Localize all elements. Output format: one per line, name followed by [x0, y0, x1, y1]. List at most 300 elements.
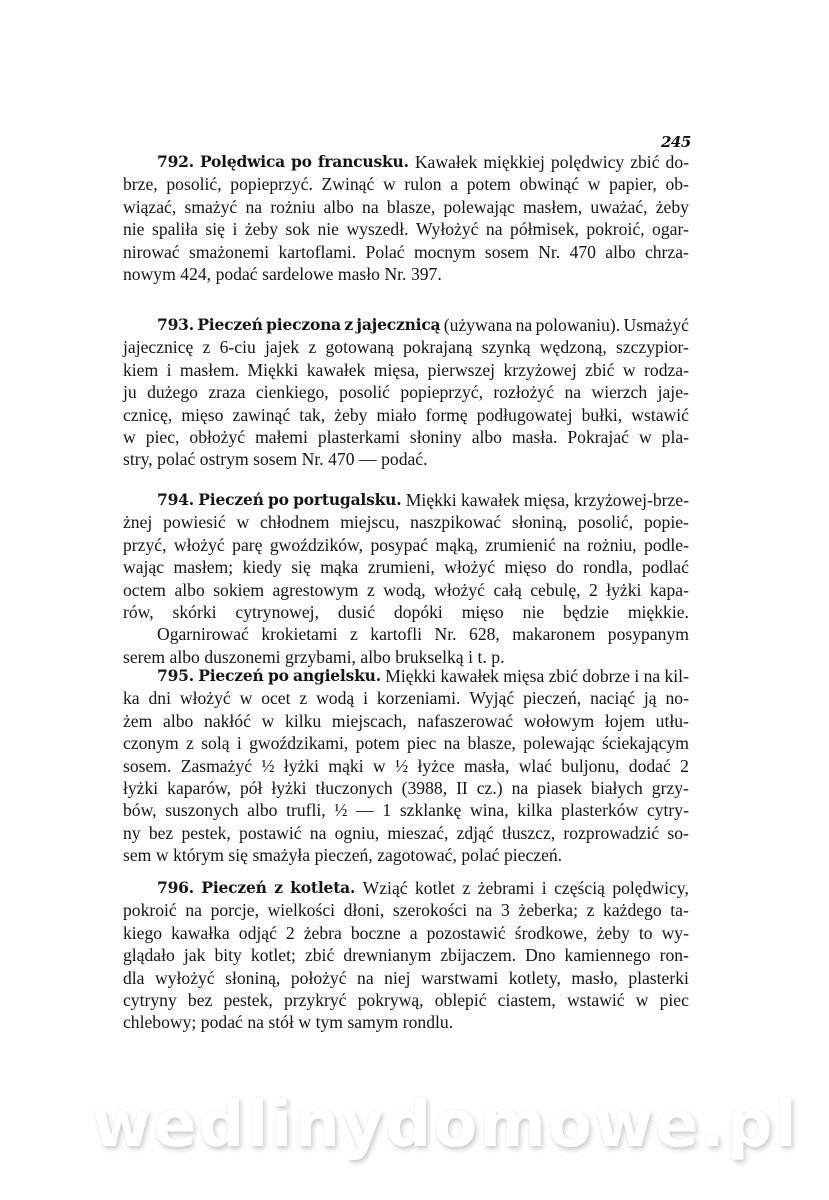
word: plasterków — [561, 800, 639, 821]
word: pieczeń, — [523, 688, 582, 709]
word: pozostawić — [426, 922, 506, 943]
word: na — [185, 900, 202, 921]
word: grzy- — [651, 777, 689, 798]
word: a — [450, 174, 459, 195]
word: łyżce — [417, 755, 455, 776]
word: bez — [187, 989, 213, 1010]
word: Nr. — [384, 263, 407, 284]
word: buljonu, — [561, 755, 620, 776]
word: 2 — [588, 579, 598, 600]
word: Ogarnirować — [157, 624, 249, 645]
recipe-text-line — [123, 989, 689, 1011]
word: bez — [148, 822, 174, 843]
word: spaliła — [151, 219, 198, 240]
word: kawałek — [440, 666, 499, 686]
recipe-text-line — [123, 336, 689, 358]
word: 2 — [680, 755, 689, 776]
word: Wziąć — [362, 878, 408, 898]
word: pokrajaną — [403, 337, 473, 358]
word: z — [350, 624, 358, 645]
word: nakłóć — [204, 710, 251, 731]
word: miękkie. — [627, 601, 689, 622]
word: żebrami — [477, 878, 535, 898]
recipe-title-word: portugalsku. — [293, 490, 402, 509]
word: kotlet — [414, 878, 456, 898]
word: zdjąć — [456, 822, 494, 843]
word: wyszedł. — [346, 219, 409, 240]
word: chlebowy; — [123, 1012, 197, 1033]
word: wstawić — [566, 989, 625, 1010]
word: słoniny — [409, 426, 462, 447]
word: ogar- — [652, 219, 689, 240]
recipe-793 — [123, 314, 689, 471]
word: się — [205, 219, 225, 240]
word: ją — [643, 688, 657, 709]
word: kotlet; — [250, 945, 296, 966]
recipe-title-word: 792. — [157, 152, 194, 171]
word: sosem — [253, 449, 298, 470]
word: 628, — [469, 624, 500, 645]
word: na — [643, 666, 661, 686]
word: nie — [522, 601, 545, 622]
word: słoniną, — [225, 967, 281, 988]
word: pokrywą, — [357, 989, 424, 1010]
word: włożyć — [444, 557, 496, 578]
word: ½ — [334, 800, 348, 821]
word: Miękki — [405, 490, 457, 510]
word: posypanym — [607, 624, 689, 645]
recipe-heading-line — [123, 314, 689, 336]
word: w — [298, 1012, 312, 1033]
word: kawałek — [460, 490, 520, 510]
word: albo — [169, 646, 200, 667]
word: kilku — [285, 710, 322, 731]
word: posolić, — [577, 512, 634, 533]
word: mięso — [504, 557, 547, 578]
word: wołowym — [523, 710, 595, 731]
recipe-heading-line — [123, 151, 689, 173]
word: smażyć — [184, 196, 238, 217]
word: w — [236, 512, 250, 533]
recipe-heading-line — [123, 877, 689, 899]
word: rozprowadzić — [563, 822, 660, 843]
recipe-795 — [123, 665, 689, 867]
word: sardelowe — [262, 263, 334, 284]
recipe-text-line — [123, 899, 689, 921]
recipe-text-line — [123, 822, 689, 844]
word: sosem — [484, 241, 529, 262]
word: i — [541, 878, 547, 898]
word: agrestowym — [272, 579, 359, 600]
word: dużego — [147, 382, 198, 403]
word: zrumieni, — [367, 557, 435, 578]
word: ron- — [659, 945, 689, 966]
word: serem — [123, 646, 166, 667]
word: ob- — [665, 174, 689, 195]
page-number: 245 — [661, 133, 691, 151]
recipe-text-line — [123, 359, 689, 381]
word: plasterkami — [317, 426, 400, 447]
word: kamiennego — [564, 945, 651, 966]
word: żem — [123, 710, 153, 731]
word: dla — [123, 967, 145, 988]
word: smażonemi — [189, 241, 270, 262]
word: polać — [157, 449, 196, 470]
word: włożyć — [179, 688, 231, 709]
word: podle- — [644, 534, 689, 555]
word: tłuczonych — [315, 777, 393, 798]
word: w — [239, 688, 253, 709]
word: duszonemi — [204, 646, 281, 667]
word: formę — [425, 404, 468, 425]
word: gwoździkami, — [249, 733, 349, 754]
word: zbijaczem. — [440, 945, 517, 966]
word: na — [475, 900, 493, 921]
word: dodać — [628, 755, 671, 776]
recipe-title-word: 795. — [157, 666, 194, 685]
word: ciastem, — [497, 989, 556, 1010]
word: jajecznicę — [123, 337, 194, 358]
word: powiesić — [163, 512, 226, 533]
word: gotowaną — [325, 337, 394, 358]
recipe-text-line — [123, 196, 689, 218]
word: położyć — [290, 967, 347, 988]
word: żnej — [123, 512, 153, 533]
word: pół — [239, 777, 263, 798]
recipe-text-line — [123, 404, 689, 426]
word: a — [409, 922, 418, 943]
word: półmisek, — [510, 219, 579, 240]
word: posypać — [370, 534, 429, 555]
word: jaje- — [657, 382, 689, 403]
word: mąka — [320, 557, 359, 578]
word: gwoździków, — [269, 534, 364, 555]
word: 6-ciu — [219, 337, 256, 358]
word: ta- — [670, 900, 689, 921]
word: pieczeń. — [503, 845, 563, 866]
word: żeby — [655, 196, 689, 217]
recipe-text-line — [123, 1011, 689, 1033]
recipe-794 — [123, 489, 689, 668]
word: — — [356, 800, 374, 821]
recipe-title-word: 793. — [157, 315, 194, 334]
word: szklankę — [399, 800, 462, 821]
word: z — [308, 337, 317, 358]
word: albo — [174, 579, 205, 600]
word: się — [291, 557, 311, 578]
word: kartoflami. — [278, 241, 357, 262]
word: kiem — [123, 359, 159, 380]
word: w — [638, 426, 652, 447]
word: miejscu, — [340, 512, 400, 533]
word: tak, — [299, 404, 326, 425]
word: łyżki — [283, 755, 320, 776]
word: zagotować, — [377, 845, 457, 866]
word: cebulę, — [530, 579, 581, 600]
word: kartofli — [370, 624, 423, 645]
word: ju — [123, 382, 137, 403]
recipe-title-word: Polędwica — [199, 152, 286, 171]
word: do- — [665, 152, 689, 172]
word: kaparów, — [167, 777, 231, 798]
recipe-title-word: po — [268, 490, 289, 509]
word: masła. — [511, 426, 558, 447]
word: rozłożyć — [493, 382, 554, 403]
word: całą — [493, 579, 522, 600]
word: blasze, — [386, 196, 436, 217]
word: Kawałek — [414, 152, 478, 172]
word: włożyć — [434, 579, 485, 600]
word: popie- — [643, 512, 689, 533]
word: w — [587, 174, 601, 195]
recipe-text-line — [123, 732, 689, 754]
word: podać — [215, 263, 258, 284]
word: Usmażyć — [623, 315, 689, 335]
word: krzyżowej — [503, 359, 577, 380]
recipe-text-line — [123, 799, 689, 821]
recipe-text-line — [123, 426, 689, 448]
recipe-text-line — [123, 173, 689, 195]
word: rożniu — [270, 196, 316, 217]
recipe-text-line — [123, 263, 689, 285]
word: posolić, — [166, 174, 222, 195]
word: Wyłożyć — [415, 219, 479, 240]
word: na — [515, 315, 533, 335]
word: 3 — [500, 900, 510, 921]
word: solą — [201, 733, 230, 754]
word: no- — [665, 688, 689, 709]
word: posolić — [339, 382, 390, 403]
word: 1 — [382, 800, 392, 821]
word: trufli, — [286, 800, 326, 821]
word: bułki, — [581, 404, 623, 425]
recipe-heading-line — [123, 665, 689, 687]
word: w — [123, 426, 136, 447]
word: stry, — [123, 449, 153, 470]
word: kil- — [664, 666, 689, 686]
word: papier, — [609, 174, 657, 195]
recipe-792 — [123, 151, 689, 285]
word: rożniu, — [587, 534, 637, 555]
word: mąką, — [435, 534, 479, 555]
word: porcje, — [210, 900, 259, 921]
word: nirować — [123, 241, 180, 262]
recipe-title-word: kotleta. — [290, 878, 356, 897]
recipe-text-line — [123, 967, 689, 989]
word: (używana — [443, 315, 513, 335]
word: zrumienić — [485, 534, 556, 555]
word: piec — [659, 989, 689, 1010]
word: na — [443, 733, 461, 754]
recipe-text-line — [123, 601, 689, 623]
word: z — [186, 733, 194, 754]
word: ½ — [394, 755, 409, 776]
word: sok — [285, 219, 310, 240]
word: podać. — [381, 449, 428, 470]
word: cienkiego, — [255, 382, 329, 403]
word: blasze, — [467, 733, 516, 754]
word: II — [456, 777, 468, 798]
word: wiązać, — [123, 196, 177, 217]
word: łojem — [604, 710, 645, 731]
word: ny — [123, 822, 141, 843]
word: jajek — [265, 337, 300, 358]
word: i — [232, 219, 238, 240]
word: potem — [466, 174, 511, 195]
word: pestek, — [181, 822, 231, 843]
word: masło — [337, 263, 380, 284]
word: sem — [123, 845, 152, 866]
word: masłem, — [523, 196, 583, 217]
word: krzyżowej-brze- — [573, 490, 689, 510]
word: zbić — [548, 666, 578, 686]
recipe-title-word: po — [267, 666, 289, 685]
word: dłoni, — [343, 900, 385, 921]
word: nie — [317, 219, 339, 240]
word: wodą, — [383, 579, 426, 600]
recipe-title-word: angielsku. — [293, 666, 381, 685]
word: przyć, — [123, 534, 167, 555]
word: każdego — [603, 900, 662, 921]
word: pestek, — [223, 989, 273, 1010]
word: i — [363, 688, 368, 709]
word: mięsa — [503, 666, 545, 686]
word: warstwami — [421, 967, 499, 988]
word: 470 — [569, 241, 596, 262]
recipe-title-word: z — [274, 878, 283, 897]
word: wędzoną, — [539, 337, 607, 358]
word: i — [236, 733, 242, 754]
word: nowym — [123, 263, 176, 284]
word: zbić — [630, 152, 660, 172]
recipe-title-word: Pieczeń — [198, 490, 264, 509]
word: na — [511, 777, 529, 798]
recipe-title-word: jajecznicą — [356, 315, 441, 334]
recipe-text-line — [123, 241, 689, 263]
word: żebra — [303, 922, 342, 943]
word: cytryny — [123, 989, 177, 1010]
word: w — [635, 989, 649, 1010]
word: mięso — [181, 404, 224, 425]
word: na — [564, 382, 582, 403]
word: masłem; — [173, 557, 234, 578]
word: albo — [471, 426, 502, 447]
recipe-text-line — [123, 534, 689, 556]
word: żeby — [334, 404, 368, 425]
word: glądało — [123, 945, 175, 966]
word: na — [563, 534, 580, 555]
word: ½ — [261, 755, 275, 776]
word: którym — [173, 845, 224, 866]
word: zbić — [585, 359, 615, 380]
word: kapa- — [649, 579, 689, 600]
word: albo — [247, 800, 278, 821]
word: cytrynowej, — [235, 601, 319, 622]
word: Zasmażyć — [180, 755, 253, 776]
recipe-heading-line — [123, 489, 689, 511]
word: na — [247, 1012, 264, 1033]
word: włożyć — [173, 534, 225, 555]
word: smażyła — [252, 845, 311, 866]
word: brze, — [123, 174, 158, 195]
recipe-title-word: Pieczeń — [201, 878, 267, 897]
word: utłu- — [655, 710, 689, 731]
word: i — [166, 359, 172, 380]
word: żeby — [596, 922, 630, 943]
word: z — [299, 688, 308, 709]
word: skórki — [172, 601, 217, 622]
word: pokroić, — [586, 219, 645, 240]
word: Miękki — [247, 359, 299, 380]
recipe-text-line — [123, 844, 689, 866]
word: kawałek — [306, 359, 366, 380]
word: pieczeń, — [314, 845, 373, 866]
word: grzybami, — [285, 646, 356, 667]
word: popieprzyć. — [230, 174, 313, 195]
word: 470 — [328, 449, 355, 470]
word: środkowe, — [514, 922, 588, 943]
recipe-title-word: francusku. — [317, 152, 409, 171]
word: uważać, — [590, 196, 648, 217]
word: potem — [355, 733, 400, 754]
word: plasterki — [628, 967, 689, 988]
word: na — [357, 967, 374, 988]
word: Dno — [525, 945, 556, 966]
word: popieprzyć, — [400, 382, 483, 403]
word: zawinąć — [232, 404, 291, 425]
word: z — [366, 579, 375, 600]
word: naszpikować — [410, 512, 502, 533]
word: miejscach, — [331, 710, 407, 731]
recipe-title-word: z — [344, 315, 354, 334]
word: żeberka; — [518, 900, 578, 921]
word: szczypior- — [615, 337, 689, 358]
word: czonym — [123, 733, 179, 754]
word: w — [622, 359, 636, 380]
word: przykryć — [283, 989, 347, 1010]
word: kawałka — [171, 922, 230, 943]
word: stół — [268, 1012, 294, 1033]
word: oblepić — [434, 989, 487, 1010]
word: cznicę, — [123, 404, 173, 425]
word: małemi — [255, 426, 308, 447]
word: tłuszcz, — [501, 822, 556, 843]
word: kiego — [123, 922, 163, 943]
word: albo — [163, 710, 194, 731]
word: nafaszerować — [417, 710, 514, 731]
word: ostrym — [199, 449, 249, 470]
word: obwinąć — [519, 174, 580, 195]
word: pokroić — [123, 900, 177, 921]
word: wielkości — [267, 900, 336, 921]
recipe-text-line — [123, 922, 689, 944]
word: słoniną, — [511, 512, 568, 533]
recipe-text-line — [123, 687, 689, 709]
word: samym — [347, 1012, 399, 1033]
word: żeby — [244, 219, 279, 240]
word: Zwinąć — [321, 174, 375, 195]
recipe-title-word: pieczona — [266, 315, 342, 334]
word: mieszać, — [387, 822, 449, 843]
word: mięsa, — [523, 490, 570, 510]
word: wyłożyć — [155, 967, 215, 988]
word: mięso — [461, 601, 504, 622]
word: p. — [491, 646, 505, 667]
word: rondla, — [583, 557, 633, 578]
word: pla- — [661, 426, 689, 447]
word: postawić — [239, 822, 302, 843]
word: wstawić — [631, 404, 689, 425]
